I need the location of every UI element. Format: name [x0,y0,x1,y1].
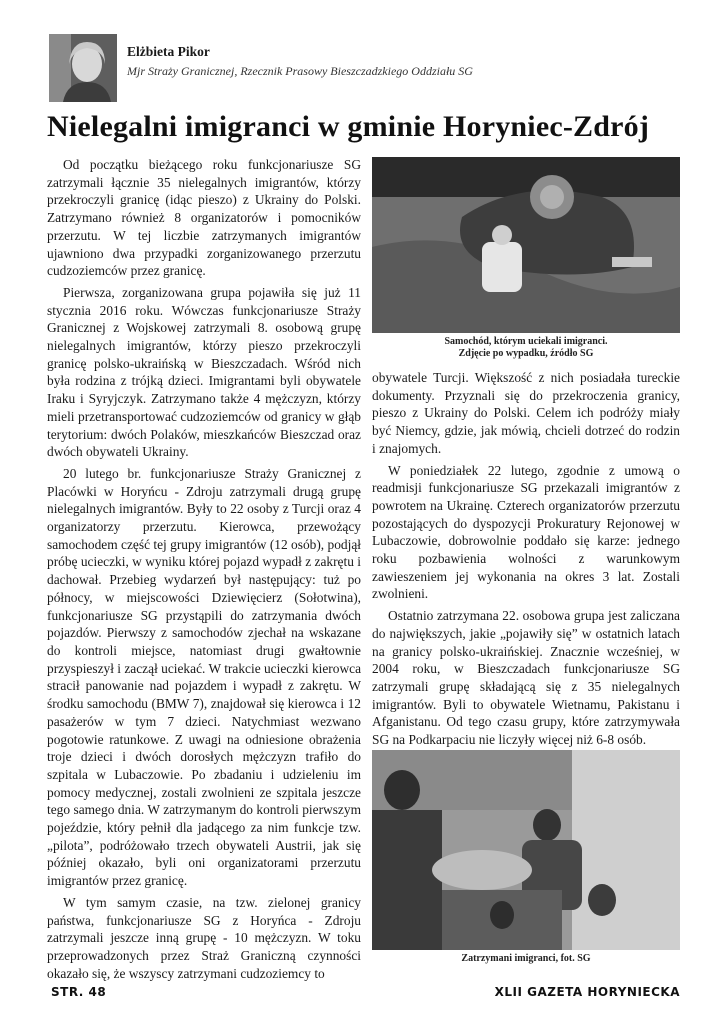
page-number: STR. 48 [51,985,107,999]
paragraph: 20 lutego br. funkcjonariusze Straży Granicznej z Placówki w Horyńcu - Zdroju zatrzymali drugą grupę nielegalnych imigrantów. Były to 22 osoby z Turcji oraz 4 organizatorzy przerzutu. Kierowca, przewożący samochodem część tej grupy imigrantów (12 osób), podjął próbę ucieczki, w wyniku której pojazd wypadł z zakrętu i dachował. Przebieg wydarzeń był następujący: tuż po północy, w miejscowości Dziewięcierz (Sołotwina), funkcjonariusze SG przystąpili do zatrzymania dwóch pojazdów. Pierwszy z samochodów zjechał na wskazane do kontroli miejsce, natomiast drugi gwałtownie przyspieszył i zaczął uciekać. W trakcie ucieczki kierowca stracił panowanie nad pojazdem i wypadł z zakrętu. W środku samochodu (BMW 7), znajdował się kierowca i 12 pasażerów w tym 7 dzieci. Natychmiast wezwano pogotowie ratunkowe. Z uwagi na odniesione obrażenia troje dzieci i dwóch dorosłych mężczyzn trafiło do szpitala w Lubaczowie. Po zbadaniu i udzieleniu im pomocy medycznej, zostali zwolnieni ze szpitala jeszcze tego samego dnia. W zatrzymanym do kontroli pierwszym pojeździe, który pełnił dla jadącego za nim funkcje tzw. „pilota”, podróżowało trzech obywateli Austrii, jak się później okazało, byli oni organizatorami przerzutu imigrantów przez granicę. [47,465,362,889]
left-column [47,156,362,981]
paragraph: obywatele Turcji. Większość z nich posiadała tureckie dokumenty. Przyznali się do przekroczenia granicy, pieszo z Ukrainy do Polski. Celem ich podróży miały być Niemcy, gdzie, jak mówią, chcieli dotrzeć do rodzin i znajomych. [372,370,680,456]
photo2-caption: Zatrzymani imigranci, fot. SG [461,953,591,964]
article-title: Nielegalni imigranci w gminie Horyniec-Zdrój [47,110,650,143]
author-portrait-image [49,34,117,102]
detained-immigrants-photo [372,750,680,950]
paragraph: Ostatnio zatrzymana 22. osobowa grupa jest zaliczana do największych, jakie „pojawiły się” w ostatnich latach na granicy polsko-ukraińskiej. Znacznie wcześniej, w 2004 roku, w Bieszczadach funkcjonariusze SG zatrzymali grupę składającą się z 35 nielegalnych imigrantów. Byli to obywatele Wietnamu, Pakistanu i Afganistanu. Od tego czasu grupy, które zatrzymywała SG na Podkarpaciu nie liczyły więcej niż 6-8 osób. [372,608,680,748]
photo1-caption [372,336,680,360]
paragraph: Pierwsza, zorganizowana grupa pojawiła się już 11 stycznia 2016 roku. Wówczas funkcjonariusze Straży Granicznej z Wojskowej zatrzymali 8. osobową grupę nielegalnych imigrantów, którzy pieszo przekroczyli granicę polsko-ukraińską w Bieszczadach. Wśród nich była rodzina z trójką dzieci. Imigrantami byli obywatele Iraku i Syryjczyk. Zatrzymano także 4 mężczyzn, którzy mieli przetransportować cudzoziemców od granicy w głąb terytorium: dwóch Polaków, mieszkańców Bieszczad oraz dwóch obywateli Ukrainy. [47,284,361,460]
right-column [372,369,680,747]
caption-line: Samochód, którym uciekali imigranci. [444,336,608,347]
publication-name: XLII GAZETA HORYNIECKA [494,985,680,999]
author-name: Elżbieta Pikor [127,44,210,59]
paragraph: Od początku bieżącego roku funkcjonariusze SG zatrzymali łącznie 35 nielegalnych imigrantów, którzy przekroczyli granicę (idąc pieszo) z Ukrainy do Polski. Zatrzymano również 8 organizatorów i pomocników przerzutu. W tej liczbie zatrzymanych imigrantów ujawniono dwa przypadki zorganizowanego przerzutu cudzoziemców przez granicę. [47,157,361,279]
caption-line: Zdjęcie po wypadku, źródło SG [458,348,594,359]
car-accident-photo [372,157,680,333]
author-role: Mjr Straży Granicznej, Rzecznik Prasowy Bieszczadzkiego Oddziału SG [127,64,473,78]
paragraph: W poniedziałek 22 lutego, zgodnie z umową o readmisji funkcjonariusze SG przekazali imigrantów z powrotem na Ukrainę. Czterech organizatorów przerzutu pozostających do dyspozycji Prokuratury Rejonowej w Lubaczowie, dobrowolnie poddało się karze: jednego roku pozbawienia wolności z warunkowym zawieszeniem jej wykonania na okres 3 lat. Zostali zwolnieni. [372,462,680,602]
paragraph: W tym samym czasie, na tzw. zielonej granicy państwa, funkcjonariusze SG z Horyńca - Zdroju zatrzymali jeszcze inną grupę - 10 mężczyzn. W toku przeprowadzonych przez Straż Graniczną czynności okazało się, że wszyscy zatrzymani cudzoziemcy to [47,894,361,981]
author-avatar [49,34,117,102]
